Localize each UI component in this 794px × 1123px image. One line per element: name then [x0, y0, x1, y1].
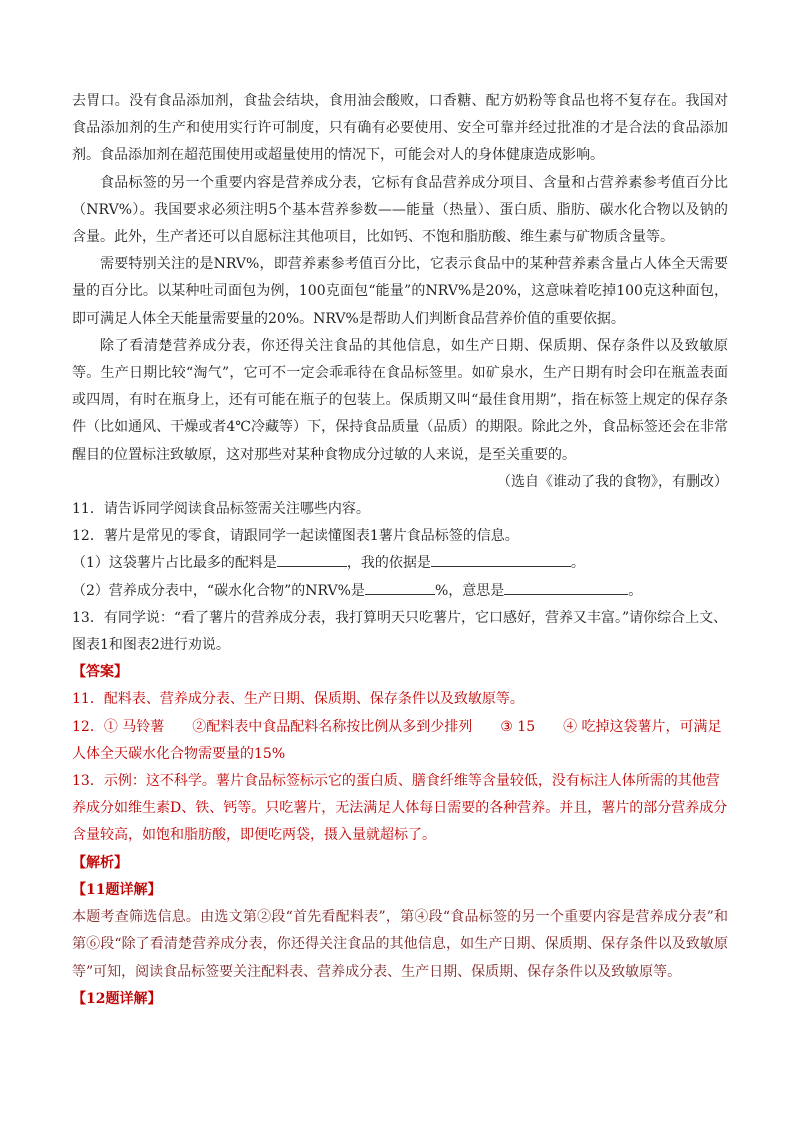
- question-12-2-text-b: %，意思是: [434, 582, 505, 599]
- document-page: [72, 88, 728, 1013]
- passage-paragraph-2: 食品标签的另一个重要内容是营养成分表，它标有食品营养成分项目、含量和占营养素参考值百分比（NRV%）。我国要求必须注明5个基本营养参数——能量（热量）、蛋白质、脂肪、碳水化合物以及钠的含量。此外，生产者还可以自愿标注其他项目，比如钙、不饱和脂肪酸、维生素与矿物质含量等。: [72, 174, 728, 246]
- question-11: 11．请告诉同学阅读食品标签需关注哪些内容。: [72, 501, 370, 518]
- answer-11: 11．配料表、营养成分表、生产日期、保质期、保存条件以及致敏原等。: [72, 691, 524, 708]
- passage-paragraph-1: 去胃口。没有食品添加剂，食盐会结块，食用油会酸败，口香糖、配方奶粉等食品也将不复存在。我国对食品添加剂的生产和使用实行许可制度，只有确有必要使用、安全可靠并经过批准的才是合法的食品添加剂。食品添加剂在超范围使用或超量使用的情况下，可能会对人的身体健康造成影响。: [72, 93, 728, 164]
- passage-source: （选自《谁动了我的食物》，有删改）: [497, 473, 728, 490]
- analysis-heading: 【解析】: [72, 854, 128, 871]
- question-13: 13．有同学说：“看了薯片的营养成分表，我打算明天只吃薯片，它口感好，营养又丰富。”请你综合上文、图表1和图表2进行劝说。: [72, 609, 728, 654]
- answer-12-item-1: ① 马铃薯: [103, 718, 165, 735]
- question-12-part-2: [72, 578, 728, 605]
- answer-heading: 【答案】: [72, 664, 128, 681]
- analysis-11-text: 本题考查筛选信息。由选文第②段“首先看配料表”，第④段“食品标签的另一个重要内容是营养成分表”和第⑥段“除了看清楚营养成分表，你还得关注食品的其他信息，如生产日期、保质期、保存条件以及致敏原等”可知，阅读食品标签要关注配料表、营养成分表、生产日期、保质期、保存条件以及致敏原等。: [72, 909, 728, 980]
- analysis-11-heading: 【11题详解】: [72, 881, 162, 898]
- answer-12-number: 12．: [72, 718, 104, 735]
- question-12-part-1: [72, 550, 728, 577]
- passage-paragraph-4: 除了看清楚营养成分表，你还得关注食品的其他信息，如生产日期、保质期、保存条件以及致敏原等。生产日期比较“淘气”，它可不一定会乖乖待在食品标签里。如矿泉水，生产日期有时会印在瓶盖表面或四周，有时在瓶身上，还有可能在瓶子的包装上。保质期又叫“最佳食用期”，指在标签上规定的保存条件（比如通风、干燥或者4℃冷藏等）下，保持食品质量（品质）的期限。除此之外，食品标签还会在非常醒目的位置标注致敏原，这对那些对某种食物成分过敏的人来说，是至关重要的。: [72, 337, 728, 463]
- answer-blank-nrv[interactable]: [365, 578, 435, 595]
- answer-12: [72, 714, 728, 768]
- question-12-1-text-c: 。: [570, 555, 585, 572]
- answer-12-item-2: ②配料表中食品配料名称按比例从多到少排列: [192, 718, 473, 735]
- question-12: 12．薯片是常见的零食，请跟同学一起读懂图表1薯片食品标签的信息。: [72, 528, 519, 545]
- answer-blank-meaning[interactable]: [504, 578, 628, 595]
- question-12-1-text-a: （1）这袋薯片占比最多的配料是: [72, 555, 277, 572]
- answer-blank-ingredient[interactable]: [277, 550, 347, 567]
- answer-12-item-4: ④ 吃掉这袋薯片，可满足人体全天碳水化合物需要量的15%: [72, 718, 722, 762]
- question-12-2-text-c: 。: [628, 582, 643, 599]
- passage-paragraph-3: 需要特别关注的是NRV%，即营养素参考值百分比，它表示食品中的某种营养素含量占人体全天需要量的百分比。以某种吐司面包为例，100克面包“能量”的NRV%是20%，这意味着吃掉100克这种面包，即可满足人体全天能量需要量的20%。NRV%是帮助人们判断食品营养价值的重要依据。: [72, 256, 728, 327]
- answer-blank-basis[interactable]: [431, 550, 571, 567]
- question-12-1-text-b: ，我的依据是: [346, 555, 431, 572]
- analysis-12-heading: 【12题详解】: [72, 990, 162, 1007]
- answer-12-item-3: ③ 15: [500, 718, 536, 735]
- answer-13: 13．示例：这不科学。薯片食品标签标示它的蛋白质、膳食纤维等含量较低，没有标注人体所需的其他营养成分如维生素D、铁、钙等。只吃薯片，无法满足人体每日需要的各种营养。并且，薯片的部分营养成分含量较高，如饱和脂肪酸，即便吃两袋，摄入量就超标了。: [72, 773, 728, 844]
- question-12-2-text-a: （2）营养成分表中，“碳水化合物”的NRV%是: [72, 582, 365, 599]
